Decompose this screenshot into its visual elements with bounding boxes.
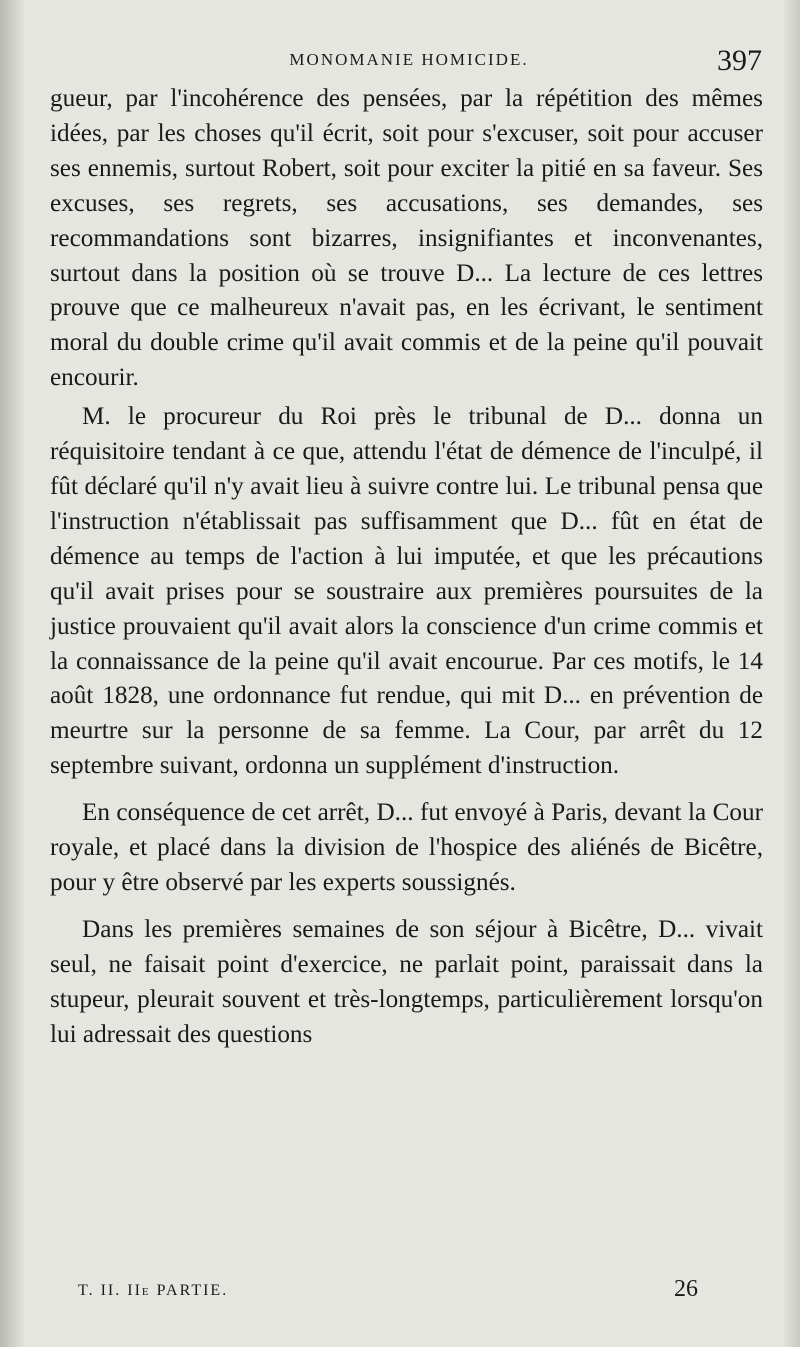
paragraph-1: gueur, par l'incohérence des pensées, par la répétition des mêmes idées, par les choses qu'il écrit, soit pour s'excuser, soit pour accuser ses ennemis, surtout Robert, soit pour exciter la pitié en sa faveur. Ses excuses, ses regrets, ses accusations, ses demandes, ses recommandations sont bizarres, insignifiantes et inconvenantes, surtout dans la position où se trouve D... La lecture de ces lettres prouve que ce malheureux n'avait pas, en les écrivant, le sentiment moral du double crime qu'il avait commis et de la peine qu'il pouvait encourir. [50,85,763,392]
page-gutter-shadow [0,0,26,1347]
running-title: MONOMANIE HOMICIDE. [289,50,529,69]
page-number: 397 [717,44,762,77]
paragraph-4: Dans les premières semaines de son séjour à Bicêtre, D... vivait seul, ne faisait point d'exercice, ne parlait point, paraissait dans la stupeur, pleurait souvent et très-longtemps, particulièrement lorsqu'on lui adressait des questions [50,915,763,1048]
page-edge-shadow [782,0,800,1347]
signature-number: 26 [674,1276,698,1302]
signature-mark: T. II. IIe PARTIE. [78,1282,229,1299]
page-footer [78,1276,698,1310]
page-header [50,44,768,84]
body-text [50,82,763,1056]
paragraph-3: En conséquence de cet arrêt, D... fut envoyé à Paris, devant la Cour royale, et placé dans la division de l'hospice des aliénés de Bicêtre, pour y être observé par les experts soussignés. [50,799,763,896]
paragraph-2: M. le procureur du Roi près le tribunal de D... donna un réquisitoire tendant à ce que, attendu l'état de démence de l'inculpé, il fût déclaré qu'il n'y avait lieu à suivre contre lui. Le tribunal pensa que l'instruction n'établissait pas suffisamment que D... fût en état de démence au temps de l'action à lui imputée, et que les précautions qu'il avait prises pour se soustraire aux premières poursuites de la justice prouvaient qu'il avait alors la conscience d'un crime commis et la connaissance de la peine qu'il avait encourue. Par ces motifs, le 14 août 1828, une ordonnance fut rendue, qui mit D... en prévention de meurtre sur la personne de sa femme. La Cour, par arrêt du 12 septembre suivant, ordonna un supplément d'instruction. [50,403,763,780]
